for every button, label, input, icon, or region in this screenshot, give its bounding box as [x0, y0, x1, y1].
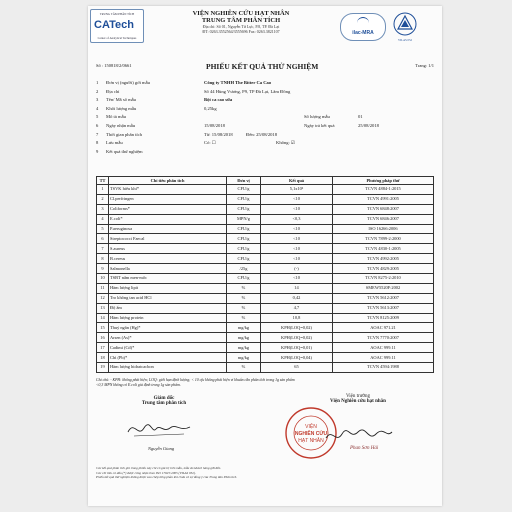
info-num: 1 — [96, 80, 99, 85]
ilac-label: ilac-MRA — [352, 30, 374, 36]
info-key: Thời gian phân tích — [106, 131, 142, 137]
catech-logo-bottom: Center of Analytical Techniques — [97, 36, 137, 40]
table-row — [97, 323, 434, 333]
row-method: TCVN 4992:2005 — [333, 254, 434, 264]
row-parameter: Cadimi (Cd)* — [109, 343, 227, 353]
row-number: 16 — [97, 333, 109, 343]
row-parameter: TSBT nấm men-mốc — [109, 274, 227, 284]
info-key: Lưu mẫu — [106, 140, 123, 146]
info-key2: Đến: 25/08/2018 — [246, 131, 278, 137]
row-result: <0,3 — [261, 214, 333, 224]
row-parameter: Chì (Pb)* — [109, 353, 227, 363]
info-row — [96, 89, 434, 98]
table-row — [97, 224, 434, 234]
row-unit: CFU/g — [227, 244, 261, 254]
row-unit: CFU/g — [227, 185, 261, 195]
row-parameter: Hàm lượng lipit — [109, 283, 227, 293]
row-method: TCVN 8275-2:2010 — [333, 274, 434, 284]
table-row — [97, 204, 434, 214]
row-result: <10 — [261, 274, 333, 284]
signature-block-right — [288, 394, 428, 404]
row-unit: CFU/g — [227, 194, 261, 204]
info-num: 9 — [96, 148, 99, 154]
ilac-mra-logo — [340, 13, 386, 41]
footer-line: Các kết quả phân tích ghi trong phiếu này chỉ có giá trị trên mẫu, mẫu do khách hàng gửi đến. — [96, 466, 222, 470]
row-parameter: Hàm lượng protein — [109, 313, 227, 323]
institute-address: Địa chỉ: Số 01, Nguyễn Tử Lực, P.8, TP. Đà Lạt — [202, 24, 280, 29]
info-num: 2 — [96, 88, 99, 94]
row-method: TCVN 8125:2009 — [333, 313, 434, 323]
row-parameter: Độ ẩm — [109, 303, 227, 313]
row-result: 10,8 — [261, 313, 333, 323]
info-key: Kết quả thử nghiệm — [106, 148, 143, 154]
row-result: 14 — [261, 283, 333, 293]
row-unit: /25g — [227, 264, 261, 274]
letterhead — [88, 6, 442, 46]
col-header-method: Phương pháp thử — [333, 177, 434, 185]
info-row — [96, 97, 434, 106]
info-value2: 25/08/2018 — [358, 122, 379, 128]
right-signer-name: Phan Sơn Hải — [350, 446, 379, 451]
row-number: 4 — [97, 214, 109, 224]
row-result: <10 — [261, 194, 333, 204]
row-result: <10 — [261, 244, 333, 254]
row-parameter: B.cereus — [109, 254, 227, 264]
row-number: 17 — [97, 343, 109, 353]
row-result: 4,7 — [261, 303, 333, 313]
institute-phone: ĐT: 0263.3552564/3555696 Fax: 0263.3821107 — [202, 29, 280, 34]
table-row — [97, 313, 434, 323]
info-key: Đơn vị (người) gởi mẫu — [106, 80, 150, 85]
row-result: <10 — [261, 204, 333, 214]
row-result: <10 — [261, 224, 333, 234]
table-row — [97, 264, 434, 274]
row-result: 5,1x10³ — [261, 185, 333, 195]
row-method: AOAC 999.11 — [333, 353, 434, 363]
row-result: 0,42 — [261, 293, 333, 303]
row-number: 13 — [97, 303, 109, 313]
row-number: 9 — [97, 264, 109, 274]
info-value: Công ty TNHH The Bitter Ca Cao — [204, 80, 272, 85]
row-unit: % — [227, 293, 261, 303]
col-header-tt: TT — [97, 177, 109, 185]
info-value: Từ: 15/08/2018 — [204, 131, 233, 137]
row-method: TCVN 4884-1:2015 — [333, 185, 434, 195]
row-number: 1 — [97, 185, 109, 195]
row-method: TCVN 4830-1:2005 — [333, 244, 434, 254]
ilac-arc-icon — [357, 17, 369, 24]
row-number: 10 — [97, 274, 109, 284]
row-method: TCVN 7770:2007 — [333, 333, 434, 343]
table-row — [97, 303, 434, 313]
row-result: KPH(LOQ=0,01) — [261, 343, 333, 353]
col-header-unit: Đơn vị — [227, 177, 261, 185]
left-signer-title: Giám đốc — [153, 396, 175, 401]
stamp-text-1: VIỆN — [305, 424, 317, 430]
row-parameter: Hàm lượng hidratcacbon — [109, 363, 227, 373]
results-table — [96, 176, 434, 373]
info-num: 3 — [96, 97, 99, 103]
footer-notes — [96, 466, 434, 480]
info-row — [96, 106, 434, 115]
row-unit: mg/kg — [227, 333, 261, 343]
row-method: SMEW5520F:2002 — [333, 283, 434, 293]
row-result: 65 — [261, 363, 333, 373]
row-number: 5 — [97, 224, 109, 234]
catech-logo-text: CATech — [94, 19, 134, 31]
info-num: 5 — [96, 114, 99, 120]
row-parameter: Coliforms* — [109, 204, 227, 214]
signature-right-icon — [324, 426, 394, 446]
row-method: ISO 16266:2006 — [333, 224, 434, 234]
info-value: Số 44 Hùng Vương, P9, TP Đà Lạt, Lâm Đồng — [204, 88, 291, 94]
report-sheet — [88, 6, 442, 506]
row-method: TCVN 4991:2005 — [333, 194, 434, 204]
info-value: Bột ca cao sữa — [204, 97, 233, 103]
table-row — [97, 283, 434, 293]
row-unit: CFU/g — [227, 254, 261, 264]
info-num: 8 — [96, 140, 99, 146]
stamp-text-3: HẠT NHÂN — [298, 438, 324, 444]
row-number: 15 — [97, 323, 109, 333]
footer-line: Phiếu kết quả thử nghiệm không được sao chép từng phần khi chưa có sự đồng ý của Trung tâm Phân tích. — [96, 475, 238, 480]
table-row — [97, 333, 434, 343]
note-line: Ghi chú: - KPH: không phát hiện; LOQ: giới hạn định lượng; < 10 cfu không phát hiện vi khuẩn cần phân tích trong 1g sản phẩm — [96, 378, 295, 382]
vilas-logo — [390, 12, 420, 42]
col-header-parameter: Chỉ tiêu phân tích — [109, 177, 227, 185]
row-number: 18 — [97, 353, 109, 363]
row-unit: % — [227, 303, 261, 313]
left-signer-unit: Trung tâm phân tích — [141, 401, 187, 406]
table-row — [97, 254, 434, 264]
row-method: AOAC 999.11 — [333, 343, 434, 353]
row-unit: mg/kg — [227, 353, 261, 363]
col-header-result: Kết quả — [261, 177, 333, 185]
results-body — [97, 185, 434, 373]
row-number: 11 — [97, 283, 109, 293]
row-unit: % — [227, 313, 261, 323]
row-unit: CFU/g — [227, 234, 261, 244]
row-parameter: Salmonella — [109, 264, 227, 274]
institute-block — [146, 10, 336, 34]
info-value: 15/08/2018 — [204, 122, 225, 128]
info-key2: Số lượng mẫu — [304, 114, 330, 120]
row-unit: mg/kg — [227, 323, 261, 333]
table-header-row — [97, 177, 434, 185]
row-parameter: TSVK hiếu khí* — [109, 185, 227, 195]
info-key: Mô tả mẫu — [106, 114, 126, 120]
row-method: TCVN 5613:2007 — [333, 303, 434, 313]
info-row — [96, 149, 434, 158]
row-unit: % — [227, 283, 261, 293]
vilas-triangle-icon — [390, 12, 420, 36]
signature-block-left — [104, 396, 224, 406]
row-method: TCVN 4594:1988 — [333, 363, 434, 373]
table-row — [97, 244, 434, 254]
info-num: 7 — [96, 131, 99, 137]
row-result: KPH(LOQ=0,02) — [261, 323, 333, 333]
row-unit: CFU/g — [227, 224, 261, 234]
table-row — [97, 185, 434, 195]
page-number: Trang: 1/1 — [415, 63, 434, 68]
info-key: Khối lượng mẫu — [106, 105, 137, 111]
report-header-row — [96, 63, 434, 71]
stamp-text-2: NGHIÊN CỨU — [294, 431, 328, 437]
row-number: 12 — [97, 293, 109, 303]
right-signer-unit: Viện Nghiên cứu hạt nhân — [330, 399, 386, 404]
row-number: 19 — [97, 363, 109, 373]
right-signer-title: Viện trưởng — [345, 394, 371, 399]
row-parameter: Tro không tan acid HCl — [109, 293, 227, 303]
center-name: TRUNG TÂM PHÂN TÍCH — [201, 17, 281, 24]
info-key2: Ngày trả kết quả — [304, 122, 335, 128]
info-key: Địa chỉ — [106, 88, 120, 94]
sample-info — [96, 80, 434, 157]
info-row — [96, 80, 434, 89]
row-unit: mg/kg — [227, 343, 261, 353]
table-row — [97, 343, 434, 353]
table-row — [97, 194, 434, 204]
footer-line: Các chỉ tiêu có dấu (*) được công nhận theo ISO 17025:2005 (VILAS 052). — [96, 470, 196, 475]
row-number: 3 — [97, 204, 109, 214]
row-parameter: Thuỷ ngân (Hg)* — [109, 323, 227, 333]
info-num: 6 — [96, 122, 99, 128]
row-parameter: Arsen (As)* — [109, 333, 227, 343]
row-parameter: Cl.perfringen — [109, 194, 227, 204]
report-number: Số : 150818/2/0661 — [96, 63, 132, 68]
vilas-label: VILAS 052 — [397, 38, 413, 42]
row-result: (-) — [261, 264, 333, 274]
signature-left-icon — [124, 418, 194, 440]
row-number: 14 — [97, 313, 109, 323]
row-method: TCVN 4829:2005 — [333, 264, 434, 274]
info-row — [96, 132, 434, 141]
info-key: Ngày nhận mẫu — [106, 122, 136, 128]
table-row — [97, 293, 434, 303]
catech-logo — [90, 9, 144, 43]
info-key2: Không: ☑ — [276, 140, 296, 146]
info-row — [96, 114, 434, 123]
row-method: TCVN 5612:2007 — [333, 293, 434, 303]
row-parameter: Streptococci Faecal — [109, 234, 227, 244]
row-parameter: S.aureus — [109, 244, 227, 254]
row-number: 7 — [97, 244, 109, 254]
row-number: 6 — [97, 234, 109, 244]
row-method: TCVN 6848:2007 — [333, 204, 434, 214]
row-method: TCVN 7899-2:2000 — [333, 234, 434, 244]
info-value: Có: ☐ — [204, 140, 216, 146]
row-result: KPH(LOQ=0,02) — [261, 333, 333, 343]
table-row — [97, 234, 434, 244]
row-unit: % — [227, 363, 261, 373]
catech-logo-top: TRUNG TÂM PHÂN TÍCH — [99, 12, 135, 16]
table-row — [97, 363, 434, 373]
note-line: <0,3 MPN không có E.coli giả định trong 1g sản phẩm. — [96, 383, 181, 387]
row-unit: CFU/g — [227, 204, 261, 214]
left-signer-name: Nguyễn Giang — [148, 446, 175, 451]
institute-name: VIỆN NGHIÊN CỨU HẠT NHÂN — [192, 10, 290, 17]
row-number: 2 — [97, 194, 109, 204]
row-unit: MPN/g — [227, 214, 261, 224]
row-result: <10 — [261, 254, 333, 264]
row-method: TCVN 6846:2007 — [333, 214, 434, 224]
table-row — [97, 274, 434, 284]
info-row — [96, 140, 434, 149]
row-parameter: P.aeruginosa — [109, 224, 227, 234]
row-method: AOAC 971.21 — [333, 323, 434, 333]
row-result: KPH(LOQ=0,04) — [261, 353, 333, 363]
row-number: 8 — [97, 254, 109, 264]
info-value2: 01 — [358, 114, 363, 120]
table-row — [97, 353, 434, 363]
row-parameter: E.coli* — [109, 214, 227, 224]
info-row — [96, 123, 434, 132]
report-title: PHIẾU KẾT QUẢ THỬ NGHIỆM — [206, 62, 319, 71]
info-num: 4 — [96, 105, 99, 111]
table-row — [97, 214, 434, 224]
row-unit: CFU/g — [227, 274, 261, 284]
row-result: <10 — [261, 234, 333, 244]
info-key: Tên/ Mã số mẫu — [106, 97, 136, 103]
table-notes — [96, 378, 434, 388]
info-value: 0,25kg — [204, 105, 217, 111]
